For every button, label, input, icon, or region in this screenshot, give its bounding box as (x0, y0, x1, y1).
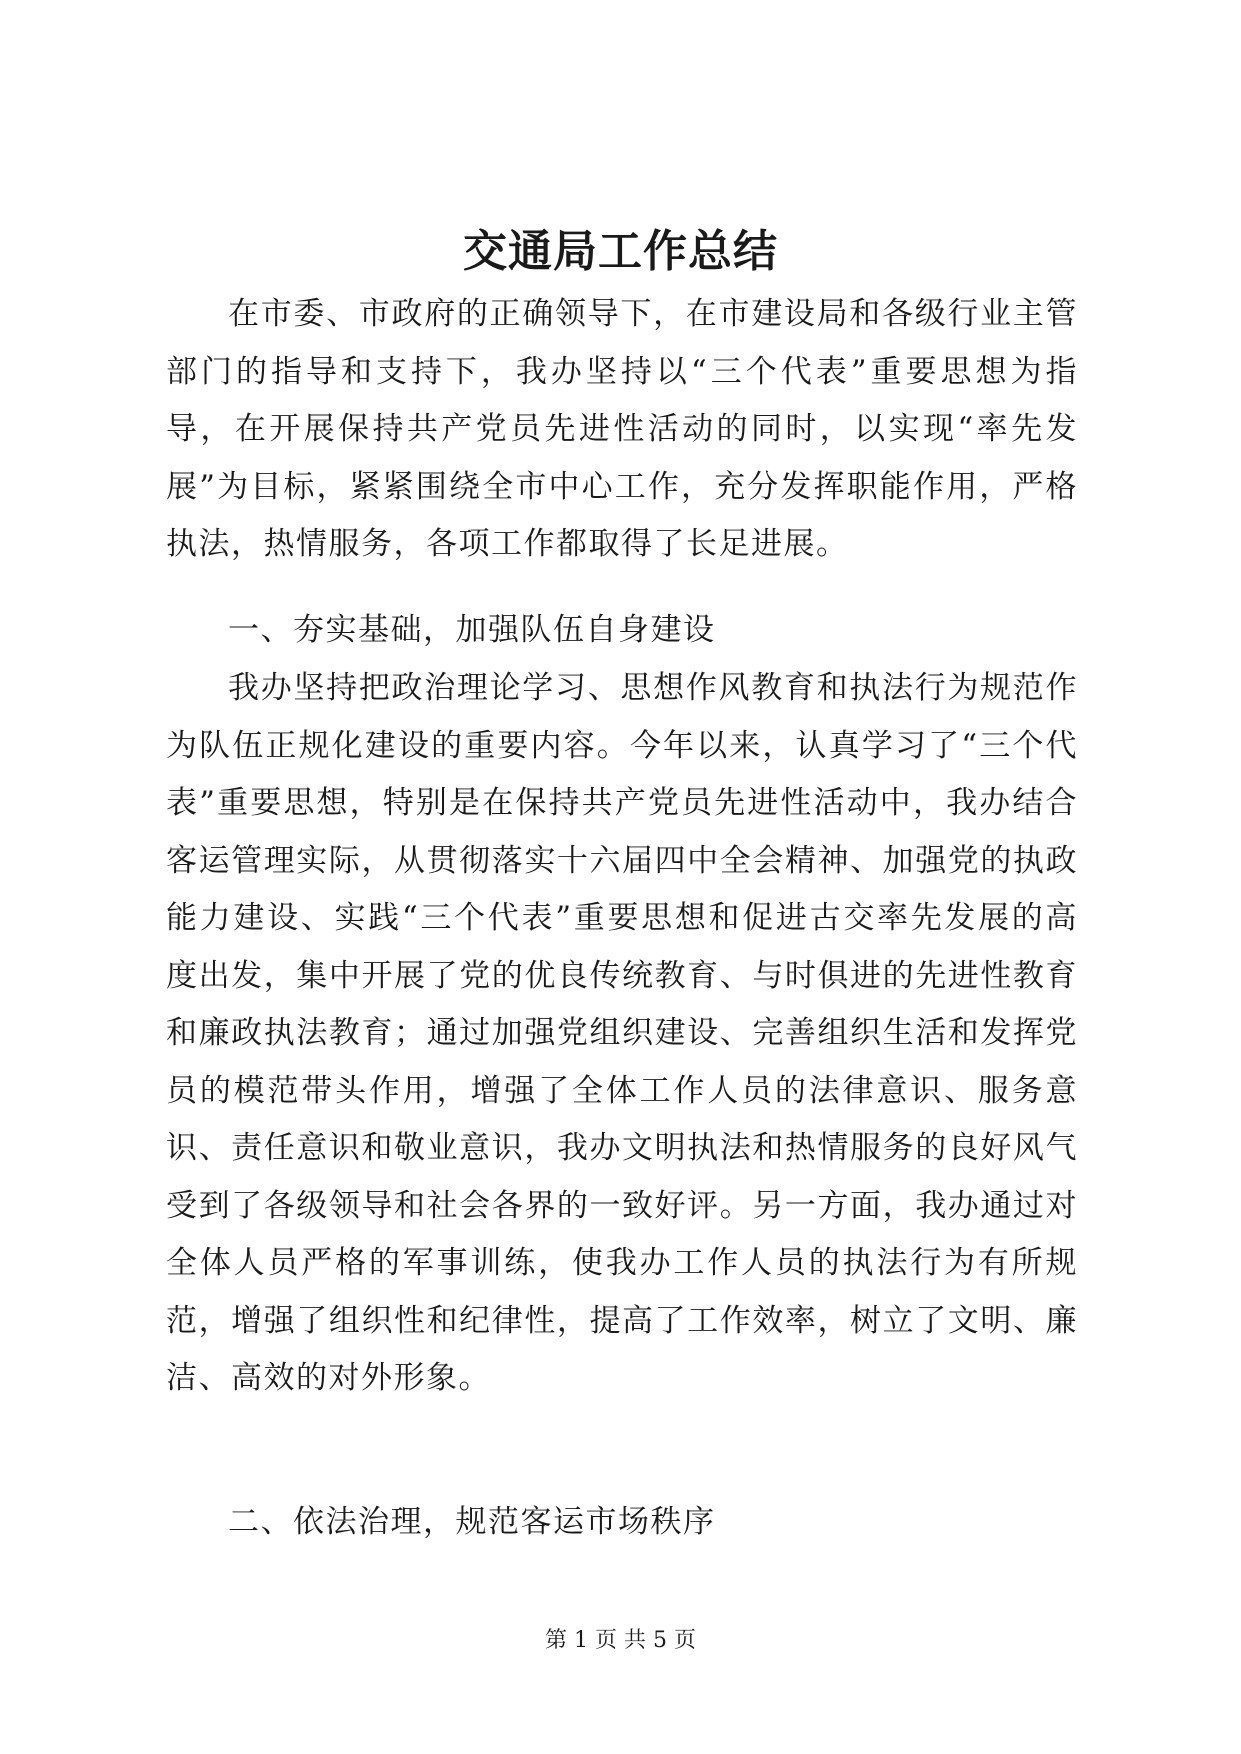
section-1-paragraph: 我办坚持把政治理论学习、思想作风教育和执法行为规范作为队伍正规化建设的重要内容。今年以来，认真学习了“三个代表”重要思想，特别是在保持共产党员先进性活动中，我办结合客运管理实际，从贯彻落实十六届四中全会精神、加强党的执政能力建设、实践“三个代表”重要思想和促进古交率先发展的高度出发，集中开展了党的优良传统教育、与时俱进的先进性教育和廉政执法教育；通过加强党组织建设、完善组织生活和发挥党员的模范带头作用，增强了全体工作人员的法律意识、服务意识、责任意识和敬业意识，我办文明执法和热情服务的良好风气受到了各级领导和社会各界的一致好评。另一方面，我办通过对全体人员严格的军事训练，使我办工作人员的执法行为有所规范，增强了组织性和纪律性，提高了工作效率，树立了文明、廉洁、高效的对外形象。 (166, 670, 1078, 1396)
page-number-footer: 第 1 页 共 5 页 (545, 1628, 696, 1653)
section-heading-1: 一、夯实基础，加强队伍自身建设 (228, 612, 716, 648)
section-heading-2: 二、依法治理，规范客运市场秩序 (228, 1504, 716, 1540)
document-title: 交通局工作总结 (463, 226, 778, 277)
intro-paragraph: 在市委、市政府的正确领导下，在市建设局和各级行业主管部门的指导和支持下，我办坚持以“三个代表”重要思想为指导，在开展保持共产党员先进性活动的同时，以实现“率先发展”为目标，紧紧围绕全市中心工作，充分发挥职能作用，严格执法，热情服务，各项工作都取得了长足进展。 (166, 296, 1078, 562)
